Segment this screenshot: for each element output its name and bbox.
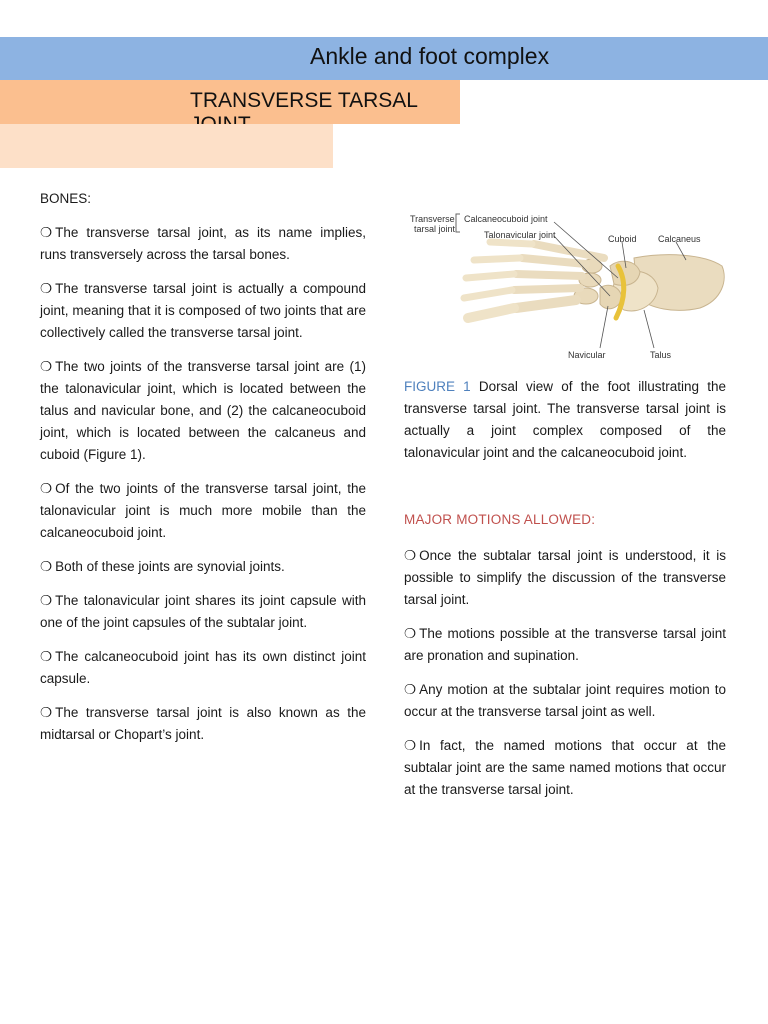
motions-paragraph: ❍ The motions possible at the transverse tarsal joint are pronation and supination. — [404, 626, 726, 663]
motions-paragraph: ❍ Any motion at the subtalar joint requires motion to occur at the transverse tarsal joint as well. — [404, 682, 726, 719]
foot-figure — [404, 200, 728, 368]
bones-paragraph: ❍ The transverse tarsal joint is also known as the midtarsal or Chopart’s joint. — [40, 705, 366, 742]
label-talonavicular: Talonavicular joint — [484, 230, 556, 240]
motions-paragraph: ❍ Once the subtalar tarsal joint is understood, it is possible to simplify the discussion of the transverse tarsal joint. — [404, 548, 726, 607]
bullet-icon: ❍ — [404, 626, 417, 641]
figure-label: FIGURE 1 — [404, 379, 471, 394]
bones-heading: BONES: — [40, 191, 92, 206]
motions-paragraph: ❍ In fact, the named motions that occur at the subtalar joint are the same named motions that occur at the transverse tarsal joint. — [404, 738, 726, 797]
header-band-orange — [0, 80, 460, 124]
bullet-icon: ❍ — [40, 559, 53, 574]
bones-paragraph: ❍ The transverse tarsal joint, as its name implies, runs transversely across the tarsal bones. — [40, 225, 366, 262]
bullet-icon: ❍ — [40, 481, 53, 496]
bullet-icon: ❍ — [40, 705, 53, 720]
bullet-icon: ❍ — [40, 281, 53, 296]
bullet-icon: ❍ — [40, 225, 53, 240]
label-talus: Talus — [650, 350, 672, 360]
bones-paragraph: ❍ The calcaneocuboid joint has its own distinct joint capsule. — [40, 649, 366, 686]
bones-paragraph: ❍ The talonavicular joint shares its joint capsule with one of the joint capsules of the subtalar joint. — [40, 593, 366, 630]
bullet-icon: ❍ — [404, 682, 417, 697]
figure-caption-text: FIGURE 1 Dorsal view of the foot illustrating the transverse tarsal joint. The transverse tarsal joint is actually a joint complex composed of the talonavicular joint and the calcaneocuboid joint. — [404, 379, 726, 460]
motions-column — [404, 545, 726, 813]
label-navicular: Navicular — [568, 350, 606, 360]
bones-paragraph: ❍ Of the two joints of the transverse tarsal joint, the talonavicular joint is much more mobile than the calcaneocuboid joint. — [40, 481, 366, 540]
header-band-blue — [0, 37, 768, 80]
bullet-icon: ❍ — [404, 738, 417, 753]
label-calcaneus: Calcaneus — [658, 234, 701, 244]
bullet-icon: ❍ — [40, 359, 53, 374]
label-transverse-2: tarsal joint — [414, 224, 456, 234]
label-cuboid: Cuboid — [608, 234, 637, 244]
document-title: Ankle and foot complex — [310, 43, 550, 69]
label-calcaneocuboid: Calcaneocuboid joint — [464, 214, 548, 224]
bones-column — [40, 188, 366, 758]
label-transverse: Transverse — [410, 214, 455, 224]
bullet-icon: ❍ — [40, 649, 53, 664]
bullet-icon: ❍ — [40, 593, 53, 608]
bones-paragraph: ❍ The two joints of the transverse tarsal joint are (1) the talonavicular joint, which is located between the talus and navicular bone, and (2) the calcaneocuboid joint, which is located between the calcaneus and cuboid (Figure 1). — [40, 359, 366, 462]
section-title: TRANSVERSE TARSAL — [190, 89, 418, 112]
bones-paragraph: ❍ The transverse tarsal joint is actually a compound joint, meaning that it is composed of two joints that are collectively called the transverse tarsal joint. — [40, 281, 366, 340]
foot-illustration — [404, 200, 728, 368]
bones-paragraph: ❍ Both of these joints are synovial joints. — [40, 559, 285, 574]
header-band-peach — [0, 124, 333, 168]
figure-caption — [404, 376, 726, 476]
bullet-icon: ❍ — [404, 548, 417, 563]
motions-heading: MAJOR MOTIONS ALLOWED: — [404, 512, 596, 527]
